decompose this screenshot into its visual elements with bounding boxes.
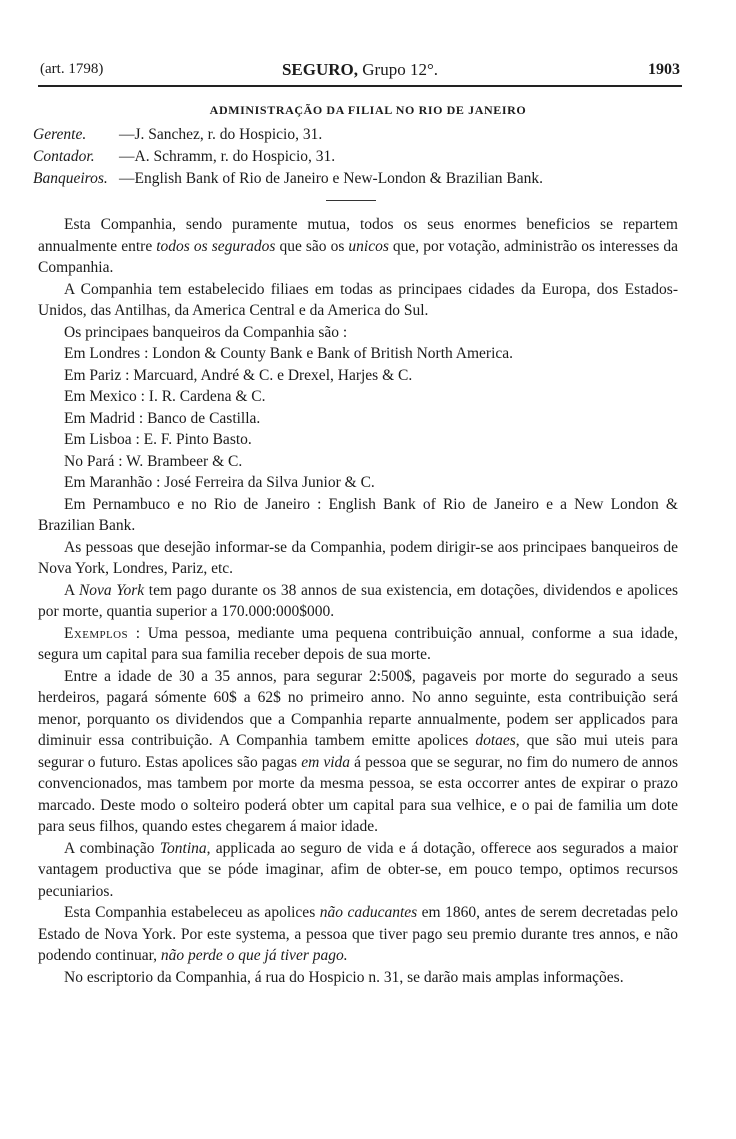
text-run: Entre a idade de 30 a 35 annos, para segurar 2:500$, pagaveis por morte do segurado a seus herdeiros, pagará sómente 60$ a 62$ no primeiro anno. No anno seguinte, esta contribuição será menor, porquanto os dividendos que a Companhia reparte annualmente, podem ser applicados para diminuir essa contribuição. A Companhia tambem emitte apolices <box>38 667 678 749</box>
text-run: , applicada ao seguro de vida e á dotação, offerece aos segurados a maior vantagem productiva que se póde imaginar, afim de obter-se, em pouco tempo, optimos recursos pecuniarios. <box>38 839 678 900</box>
staff-row-gerente <box>33 124 713 146</box>
text-run: A combinação <box>64 839 160 857</box>
banker-line: Em Pariz : Marcuard, André & C. e Drexel, Harjes & C. <box>64 366 413 384</box>
staff-row-banqueiros <box>33 168 713 190</box>
staff-text: —English Bank of Rio de Janeiro e New-London & Brazilian Bank. <box>119 170 544 187</box>
paragraph: A Companhia tem estabelecido filiaes em todas as principaes cidades da Europa, dos Estados-Unidos, das Antilhas, da America Central e da America do Sul. <box>38 280 678 319</box>
banker-line: Em Maranhão : José Ferreira da Silva Junior & C. <box>64 474 375 491</box>
paragraph <box>38 214 678 279</box>
paragraph: Os principaes banqueiros da Companhia são : <box>64 323 348 341</box>
banker-line: No Pará : W. Brambeer & C. <box>64 452 243 470</box>
section-subheading: ADMINISTRAÇÃO DA FILIAL NO RIO DE JANEIRO <box>209 103 527 117</box>
paragraph: Em Pernambuco e no Rio de Janeiro : English Bank of Rio de Janeiro e a New London & Brazilian Bank. <box>38 495 678 534</box>
text-run: , que são mui uteis para segurar o futuro. Estas apolices são pagas <box>38 732 678 771</box>
text-run: que, por votação, administrão os interesses da Companhia. <box>38 237 678 276</box>
banker-line: Em Madrid : Banco de Castilla. <box>64 409 261 427</box>
italic-run: não caducantes <box>319 904 418 921</box>
paragraph: As pessoas que desejão informar-se da Companhia, podem dirigir-se aos principaes banqueiros de Nova York, Londres, Pariz, etc. <box>38 538 678 577</box>
text-run: tem pago durante os 38 annos de sua existencia, em dotações, dividendos e apolices por morte, quantia superior a 170.000:000$000. <box>38 581 679 620</box>
text-run: que são os <box>275 237 349 255</box>
italic-run: dotaes <box>475 732 516 749</box>
text-run: Esta Companhia, sendo puramente mutua, todos os seus enormes beneficios se repartem annualmente entre <box>38 216 678 255</box>
paragraph <box>38 838 678 903</box>
staff-role: Contador. <box>33 148 95 165</box>
staff-role: Gerente. <box>33 126 87 143</box>
italic-run: Nova York <box>78 581 145 599</box>
italic-run: todos os segurados <box>156 237 276 255</box>
staff-list <box>33 124 713 190</box>
text-run: Esta Companhia estabeleceu as apolices <box>64 904 320 921</box>
header-title-rest: Grupo 12°. <box>358 60 439 79</box>
page-header <box>40 61 680 85</box>
staff-text: —J. Sanchez, r. do Hospicio, 31. <box>119 126 323 143</box>
small-caps-run: Exemplos : <box>64 624 141 642</box>
text-run: Uma pessoa, mediante uma pequena contribuição annual, conforme a sua idade, segura um capital para sua familia receber depois de sua morte. <box>38 624 678 663</box>
staff-role: Banqueiros. <box>33 170 108 187</box>
header-title <box>40 60 680 80</box>
header-title-bold: SEGURO, <box>281 60 359 79</box>
paragraph <box>38 666 678 838</box>
text-run: em 1860, antes de serem decretadas pelo Estado de Nova York. Por este systema, a pessoa que tiver pago seu premio durante tres annos, e não podendo continuar, <box>38 904 678 964</box>
italic-run: unicos <box>348 237 389 255</box>
paragraph <box>38 623 678 666</box>
header-article-ref: (art. 1798) <box>40 61 104 77</box>
paragraph <box>38 580 678 623</box>
italic-run: não perde o que já tiver pago. <box>160 947 348 964</box>
staff-text: —A. Schramm, r. do Hospicio, 31. <box>119 148 336 165</box>
paragraph: No escriptorio da Companhia, á rua do Hospicio n. 31, se darão mais amplas informações. <box>64 968 624 986</box>
text-run: A <box>64 581 79 599</box>
paragraph <box>38 902 678 967</box>
staff-row-contador <box>33 146 713 168</box>
text-run: á pessoa que se segurar, no fim do numero de annos convencionados, mas tambem por morte da mesma pessoa, se esta occorrer antes de expirar o prazo marcado. Deste modo o solteiro poderá obter um capital para sua velhice, e o pai de familia um dote para seus filhos, quando estes chegarem á maior idade. <box>38 753 679 835</box>
header-rule <box>38 85 682 87</box>
italic-run: Tontina <box>159 839 207 857</box>
banker-line: Em Mexico : I. R. Cardena & C. <box>64 388 266 405</box>
banker-line: Em Lisboa : E. F. Pinto Basto. <box>64 431 252 448</box>
page-number: 1903 <box>648 61 680 78</box>
body-text <box>38 214 678 988</box>
banker-line: Em Londres : London & County Bank e Bank of British North America. <box>64 345 514 362</box>
section-separator <box>326 200 376 201</box>
italic-run: em vida <box>301 753 351 771</box>
